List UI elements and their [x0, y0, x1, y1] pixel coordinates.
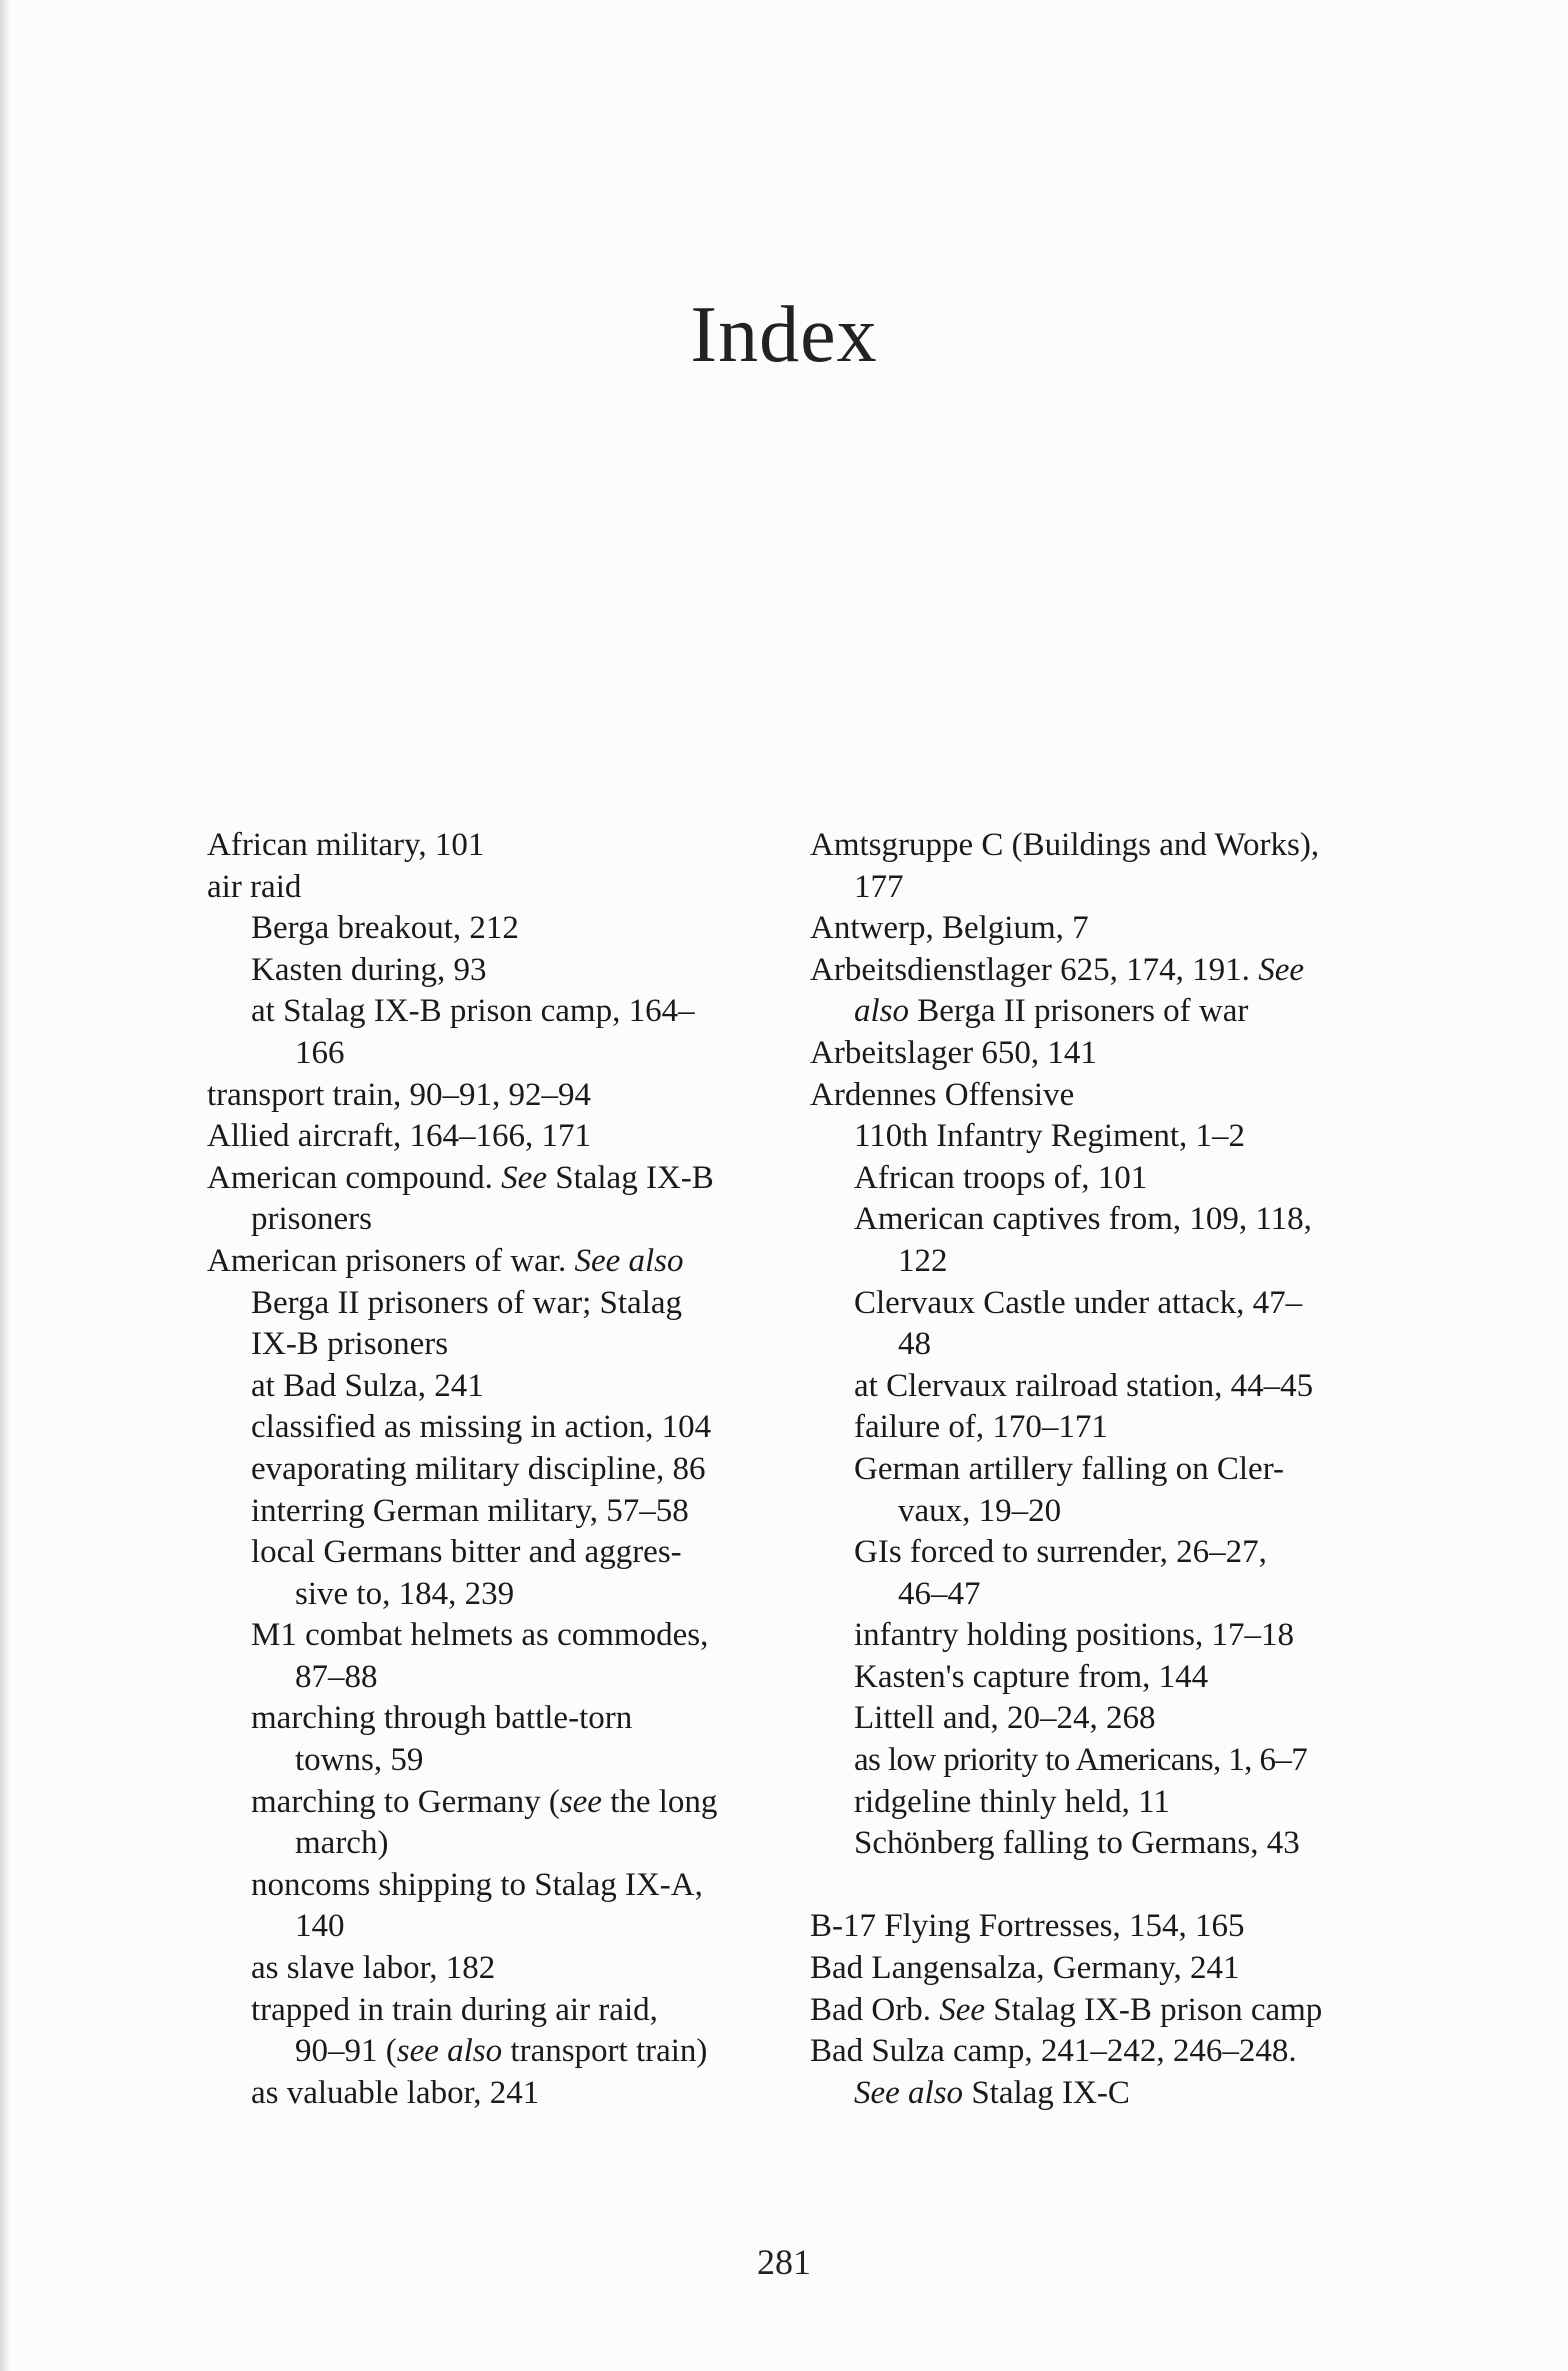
index-entry-text: 110th Infantry Regiment, 1–2 — [854, 1118, 1246, 1155]
index-subentry — [207, 1574, 807, 1616]
index-entry-text: 87–88 — [295, 1658, 378, 1695]
index-entry-text: Arbeitslager 650, 141 — [810, 1034, 1097, 1071]
index-entry-text: Bad Langensalza, Germany, 241 — [810, 1950, 1240, 1987]
index-subentry — [810, 1324, 1410, 1366]
index-subentry — [810, 1657, 1410, 1699]
index-entry-text: as slave labor, 182 — [251, 1950, 496, 1987]
index-entry-text: Berga II prisoners of war; Stalag — [251, 1284, 683, 1321]
index-entry-text: ridgeline thinly held, 11 — [854, 1783, 1170, 1820]
cross-reference-label: See also — [854, 2074, 964, 2111]
index-entry-text: B-17 Flying Fortresses, 154, 165 — [810, 1908, 1245, 1945]
index-subentry — [207, 1283, 807, 1325]
cross-reference-label: see also — [396, 2033, 503, 2070]
index-entry-text: 48 — [898, 1326, 931, 1363]
index-entry-text: Schönberg falling to Germans, 43 — [854, 1825, 1300, 1862]
index-section-gap — [810, 1865, 1410, 1907]
index-entry-text: vaux, 19–20 — [898, 1492, 1062, 1529]
index-subentry — [810, 1199, 1410, 1241]
index-entry-text: Arbeitsdienstlager 625, 174, 191. — [810, 951, 1259, 988]
cross-reference-label: See — [501, 1159, 547, 1196]
index-entry-text: transport train, 90–91, 92–94 — [207, 1076, 592, 1113]
index-entry-text: American captives from, 109, 118, — [854, 1201, 1312, 1238]
index-entry-text: towns, 59 — [295, 1742, 424, 1779]
index-entry-text: at Clervaux railroad station, 44–45 — [854, 1367, 1314, 1404]
index-entry-text: German artillery falling on Cler- — [854, 1450, 1285, 1487]
page-title: Index — [690, 291, 878, 379]
index-subentry — [810, 1407, 1410, 1449]
index-subentry — [207, 1823, 807, 1865]
index-subentry — [207, 1033, 807, 1075]
index-subentry — [810, 1698, 1410, 1740]
cross-reference-label: see — [559, 1783, 602, 1820]
index-subentry — [207, 1782, 807, 1824]
index-entry-text: 122 — [898, 1242, 948, 1279]
index-subentry — [810, 1491, 1410, 1533]
index-subentry — [207, 1865, 807, 1907]
index-entry-text: infantry holding positions, 17–18 — [854, 1617, 1294, 1654]
cross-reference-target: the long — [601, 1783, 718, 1820]
index-subentry — [207, 1449, 807, 1491]
index-entry-text: at Stalag IX-B prison camp, 164– — [251, 993, 695, 1030]
index-entry-text: Antwerp, Belgium, 7 — [810, 910, 1089, 947]
index-entry-text: Kasten during, 93 — [251, 951, 487, 988]
index-entry-text: Amtsgruppe C (Buildings and Works), — [810, 827, 1320, 863]
index-subentry — [207, 1657, 807, 1699]
index-entry-text: classified as missing in action, 104 — [251, 1409, 712, 1446]
index-subentry — [810, 1241, 1410, 1283]
index-subentry — [207, 1407, 807, 1449]
index-subentry — [207, 1491, 807, 1533]
index-subentry — [207, 1906, 807, 1948]
index-entry — [207, 1075, 807, 1117]
index-entry-text: Allied aircraft, 164–166, 171 — [207, 1118, 591, 1155]
index-entry-text: Bad Orb. — [810, 1991, 940, 2028]
index-subentry — [810, 1116, 1410, 1158]
index-entry-text: Kasten's capture from, 144 — [854, 1658, 1209, 1695]
index-subentry — [810, 1283, 1410, 1325]
index-entry-text: Littell and, 20–24, 268 — [854, 1700, 1156, 1737]
index-entry-text: African military, 101 — [207, 827, 485, 863]
index-entry-text: marching through battle-torn — [251, 1700, 633, 1737]
index-subentry — [810, 1158, 1410, 1200]
index-subentry — [810, 1532, 1410, 1574]
index-subentry — [810, 1823, 1410, 1865]
cross-reference-label: See — [939, 1991, 986, 2028]
index-entry-text: as low priority to Americans, 1, 6–7 — [854, 1742, 1308, 1779]
index-entry-text: at Bad Sulza, 241 — [251, 1367, 484, 1404]
index-entry-text: sive to, 184, 239 — [295, 1575, 515, 1612]
index-entry — [810, 825, 1410, 867]
index-entry — [810, 1990, 1410, 2032]
cross-reference-target: Stalag IX-C — [963, 2074, 1130, 2111]
cross-reference-label: also — [854, 993, 910, 1030]
index-entry — [207, 1116, 807, 1158]
index-entry-text: march) — [295, 1825, 389, 1862]
index-entry — [810, 1906, 1410, 1948]
index-subentry — [207, 1324, 807, 1366]
index-entry — [810, 2031, 1410, 2073]
index-subentry — [810, 1449, 1410, 1491]
index-entry-text: evaporating military discipline, 86 — [251, 1450, 706, 1487]
index-subentry — [207, 950, 807, 992]
index-entry-text: Berga breakout, 212 — [251, 910, 519, 947]
index-column-left — [207, 825, 807, 2114]
index-column-right — [810, 825, 1410, 2114]
index-entry — [810, 950, 1410, 992]
cross-reference-target: Stalag IX-B — [546, 1159, 714, 1196]
index-entry-text: American compound. — [207, 1159, 502, 1196]
index-entry-text: trapped in train during air raid, — [251, 1991, 658, 2028]
index-subentry — [207, 2073, 807, 2115]
index-subentry — [207, 1740, 807, 1782]
index-entry — [810, 908, 1410, 950]
index-subentry — [810, 1574, 1410, 1616]
index-entry-text: as valuable labor, 241 — [251, 2074, 540, 2111]
index-entry-text: prisoners — [251, 1201, 372, 1238]
index-entry — [810, 1075, 1410, 1117]
cross-reference-target: Berga II prisoners of war — [909, 993, 1249, 1030]
cross-reference-label: See — [1258, 951, 1304, 988]
index-entry-text: 177 — [854, 868, 904, 905]
page-number: 281 — [757, 2242, 811, 2282]
index-entry — [207, 1158, 807, 1200]
index-entry-text: noncoms shipping to Stalag IX-A, — [251, 1866, 703, 1903]
index-subentry — [207, 908, 807, 950]
index-subentry — [810, 867, 1410, 909]
index-subentry — [207, 1199, 807, 1241]
index-entry-text: M1 combat helmets as commodes, — [251, 1617, 709, 1654]
index-entry-text: IX-B prisoners — [251, 1326, 449, 1363]
index-entry-text: marching to Germany ( — [251, 1783, 560, 1820]
index-entry-text: Clervaux Castle under attack, 47– — [854, 1284, 1303, 1321]
index-subentry — [810, 1782, 1410, 1824]
index-entry-text: 140 — [295, 1908, 345, 1945]
index-subentry — [810, 1366, 1410, 1408]
index-subentry — [810, 1740, 1410, 1782]
index-entry — [207, 867, 807, 909]
index-subentry — [810, 2073, 1410, 2115]
index-subentry — [207, 1990, 807, 2032]
index-subentry — [207, 1948, 807, 1990]
index-subentry — [207, 2031, 807, 2073]
index-subentry — [207, 1615, 807, 1657]
index-entry-text: interring German military, 57–58 — [251, 1492, 689, 1529]
index-entry — [207, 825, 807, 867]
index-entry-text: 90–91 ( — [295, 2033, 397, 2070]
index-entry-text: Bad Sulza camp, 241–242, 246–248. — [810, 2033, 1297, 2070]
index-entry-text: local Germans bitter and aggres- — [251, 1534, 682, 1571]
index-subentry — [810, 991, 1410, 1033]
index-entry-text: African troops of, 101 — [854, 1159, 1148, 1196]
index-entry — [810, 1033, 1410, 1075]
index-subentry — [810, 1615, 1410, 1657]
cross-reference-label: See also — [574, 1242, 684, 1279]
index-entry-text: GIs forced to surrender, 26–27, — [854, 1534, 1267, 1571]
index-entry — [207, 1241, 807, 1283]
index-entry — [810, 1948, 1410, 1990]
index-subentry — [207, 1366, 807, 1408]
index-entry-text: failure of, 170–171 — [854, 1409, 1108, 1446]
cross-reference-target: transport train) — [502, 2033, 708, 2070]
index-subentry — [207, 1532, 807, 1574]
index-entry-text: 166 — [295, 1034, 345, 1071]
index-entry-text: air raid — [207, 868, 302, 905]
index-subentry — [207, 991, 807, 1033]
index-entry-text: Ardennes Offensive — [810, 1076, 1075, 1113]
index-subentry — [207, 1698, 807, 1740]
index-entry-text: 46–47 — [898, 1575, 981, 1612]
cross-reference-target: Stalag IX-B prison camp — [985, 1991, 1323, 2028]
index-entry-text: American prisoners of war. — [207, 1242, 575, 1279]
